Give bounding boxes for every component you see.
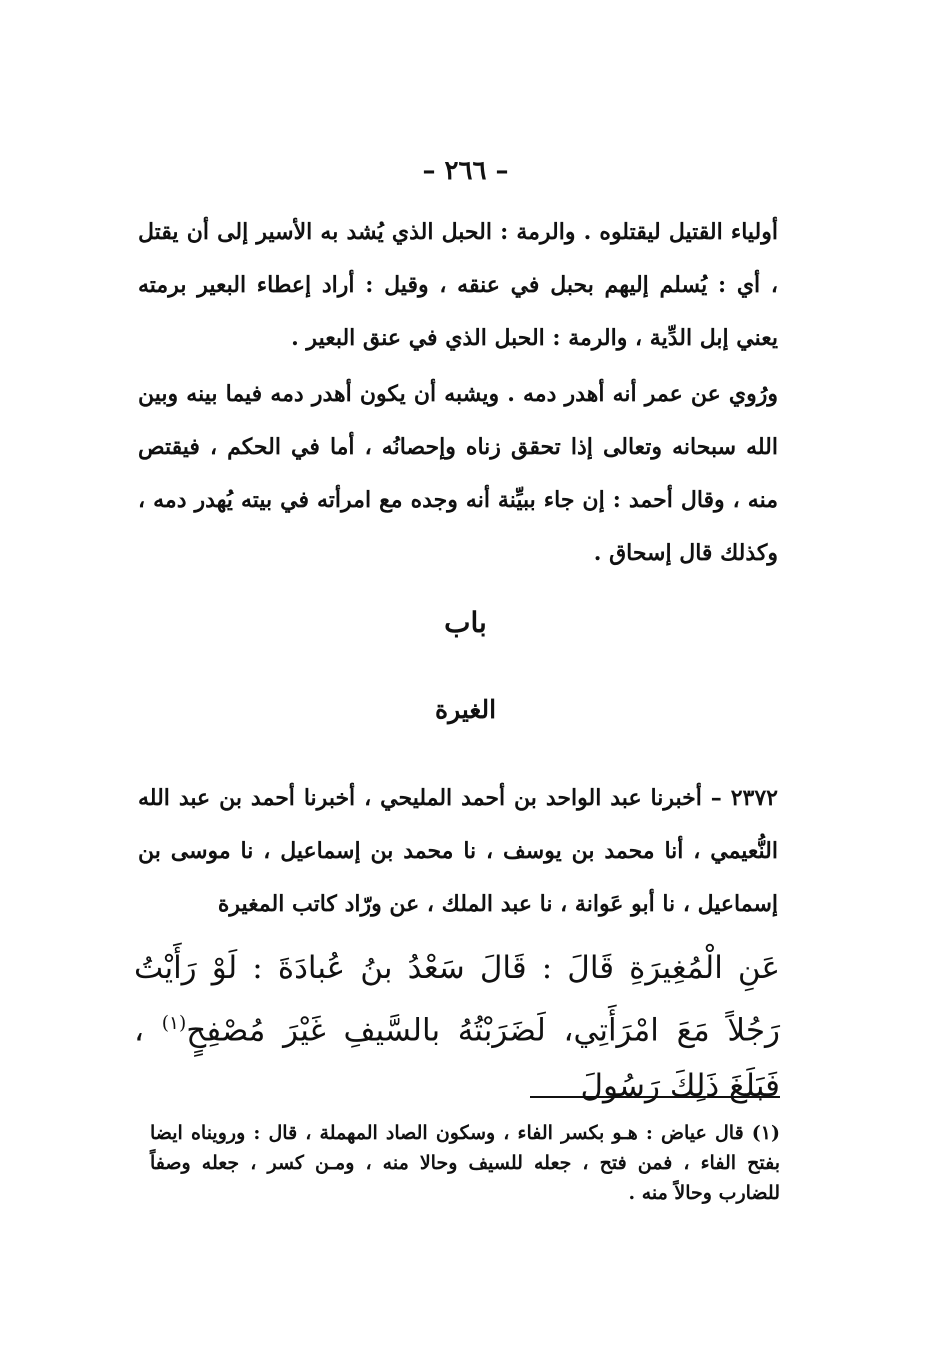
page-number: – ٢٦٦ – <box>422 156 509 186</box>
hadith-text: عَنِ الْمُغِيرَةِ قَالَ : قَالَ سَعْدُ بنُ عُبادَةَ : لَوْ رَأَيْتُ رَجُلاً مَعَ امْرَأَتِي، لَضَرَبْتُهُ بالسَّيفِ غَيْرَ مُصْفِحٍ <box>134 950 780 1049</box>
footnote-1: (١) قال عياض : هـو بكسر الفاء ، وسكون الصاد المهملة ، قال : ورويناه ايضا بفتح الفاء ، فمن فتح ، جعله للسيف وحالا منه ، ومـن كسر ، جعله وصفاً للضارب وحالاً منه . <box>150 1122 780 1204</box>
paragraph-umar-ruling: ورُوي عن عمر أنه أهدر دمه . ويشبه أن يكون أهدر دمه فيما بينه وبين الله سبحانه وتعالى إذا تحقق زناه وإحصانُه ، أما في الحكم ، فيقتص منه ، وقال أحمد : إن جاء ببيِّنة أنه وجده مع امرأته في بيته يُهدر دمه ، وكذلك قال إسحاق . <box>138 381 778 566</box>
hadith-matn <box>134 940 780 1114</box>
hadith-isnad: ٢٣٧٢ – أخبرنا عبد الواحد بن أحمد المليحي ، أخبرنا أحمد بن عبد الله النُّعيمي ، أنا محمد بن يوسف ، نا محمد بن إسماعيل ، نا موسى بن إسماعيل ، نا أبو عَوانة ، نا عبد الملك ، عن ورّاد كاتب المغيرة <box>138 785 778 917</box>
footnote-divider <box>530 1096 780 1098</box>
paragraph-rumma-explanation: أولياء القتيل ليقتلوه . والرمة : الحبل الذي يُشد به الأسير إلى أن يقتل ، أي : يُسلم إليهم بحبل في عنقه ، وقيل : أراد إعطاء البعير برمته يعني إبل الدِّية ، والرمة : الحبل الذي في عنق البعير . <box>138 219 778 351</box>
footnote-reference: (١) <box>161 1013 187 1034</box>
chapter-heading: باب <box>444 606 487 639</box>
hadith-continuation: ، فَبَلَغَ ذَلِكَ رَسُولَ <box>134 1012 780 1105</box>
chapter-title: الغيرة <box>434 695 497 724</box>
